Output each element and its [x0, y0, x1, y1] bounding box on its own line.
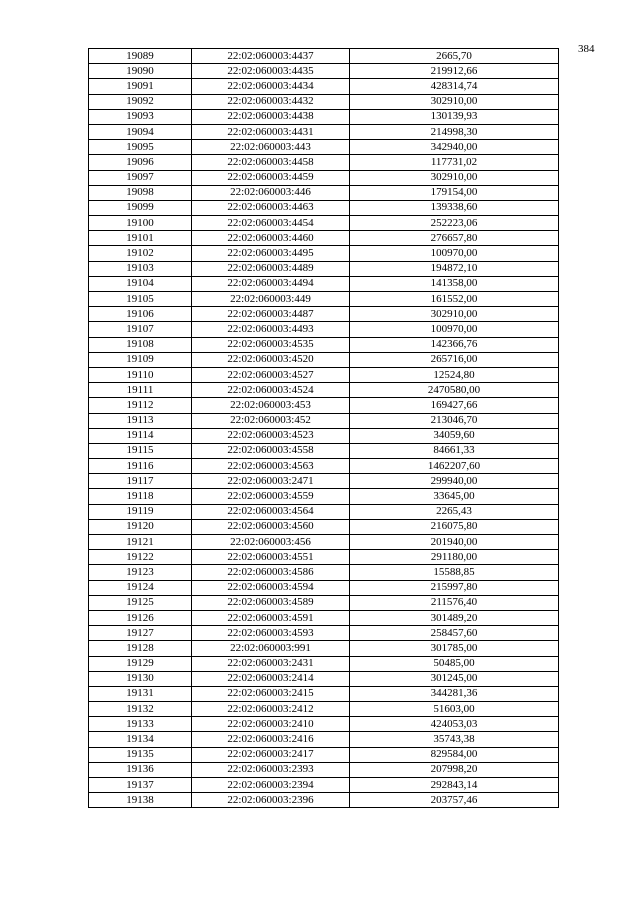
table-row: [89, 519, 559, 534]
row-number-cell: 19096: [89, 155, 192, 170]
value-cell: 201940,00: [350, 535, 559, 550]
table-row: [89, 261, 559, 276]
cadastral-number-cell: 22:02:060003:449: [192, 292, 350, 307]
value-cell: 2265,43: [350, 504, 559, 519]
row-number-cell: 19093: [89, 109, 192, 124]
row-number-cell: 19097: [89, 170, 192, 185]
cadastral-number-cell: 22:02:060003:2471: [192, 474, 350, 489]
table-row: [89, 398, 559, 413]
table-row: [89, 610, 559, 625]
table-row: [89, 641, 559, 656]
cadastral-number-cell: 22:02:060003:4494: [192, 276, 350, 291]
table-row: [89, 322, 559, 337]
row-number-cell: 19133: [89, 717, 192, 732]
table-row: [89, 747, 559, 762]
value-cell: 342940,00: [350, 140, 559, 155]
row-number-cell: 19095: [89, 140, 192, 155]
value-cell: 214998,30: [350, 124, 559, 139]
value-cell: 179154,00: [350, 185, 559, 200]
value-cell: 100970,00: [350, 246, 559, 261]
value-cell: 139338,60: [350, 200, 559, 215]
cadastral-number-cell: 22:02:060003:4589: [192, 595, 350, 610]
row-number-cell: 19122: [89, 550, 192, 565]
table-row: [89, 337, 559, 352]
table-row: [89, 49, 559, 64]
value-cell: 299940,00: [350, 474, 559, 489]
value-cell: 301785,00: [350, 641, 559, 656]
value-cell: 219912,66: [350, 64, 559, 79]
row-number-cell: 19106: [89, 307, 192, 322]
cadastral-number-cell: 22:02:060003:2415: [192, 686, 350, 701]
cadastral-number-cell: 22:02:060003:4586: [192, 565, 350, 580]
cadastral-number-cell: 22:02:060003:4593: [192, 626, 350, 641]
cadastral-number-cell: 22:02:060003:2394: [192, 778, 350, 793]
table-row: [89, 185, 559, 200]
value-cell: 213046,70: [350, 413, 559, 428]
row-number-cell: 19102: [89, 246, 192, 261]
table-row: [89, 762, 559, 777]
value-cell: 258457,60: [350, 626, 559, 641]
cadastral-number-cell: 22:02:060003:4594: [192, 580, 350, 595]
table-row: [89, 367, 559, 382]
cadastral-number-cell: 22:02:060003:4535: [192, 337, 350, 352]
row-number-cell: 19116: [89, 459, 192, 474]
cadastral-number-cell: 22:02:060003:2417: [192, 747, 350, 762]
row-number-cell: 19092: [89, 94, 192, 109]
cadastral-number-cell: 22:02:060003:4458: [192, 155, 350, 170]
value-cell: 207998,20: [350, 762, 559, 777]
row-number-cell: 19125: [89, 595, 192, 610]
cadastral-number-cell: 22:02:060003:4560: [192, 519, 350, 534]
row-number-cell: 19126: [89, 610, 192, 625]
table-row: [89, 352, 559, 367]
row-number-cell: 19112: [89, 398, 192, 413]
value-cell: 216075,80: [350, 519, 559, 534]
cadastral-number-cell: 22:02:060003:4551: [192, 550, 350, 565]
table-row: [89, 292, 559, 307]
cadastral-number-cell: 22:02:060003:2412: [192, 702, 350, 717]
row-number-cell: 19120: [89, 519, 192, 534]
row-number-cell: 19119: [89, 504, 192, 519]
table-row: [89, 565, 559, 580]
table-row: [89, 732, 559, 747]
cadastral-number-cell: 22:02:060003:4591: [192, 610, 350, 625]
table-row: [89, 671, 559, 686]
cadastral-number-cell: 22:02:060003:452: [192, 413, 350, 428]
table-row: [89, 200, 559, 215]
table-row: [89, 413, 559, 428]
cadastral-number-cell: 22:02:060003:4431: [192, 124, 350, 139]
registry-table: [88, 48, 559, 808]
value-cell: 428314,74: [350, 79, 559, 94]
row-number-cell: 19113: [89, 413, 192, 428]
row-number-cell: 19118: [89, 489, 192, 504]
cadastral-number-cell: 22:02:060003:2414: [192, 671, 350, 686]
cadastral-number-cell: 22:02:060003:446: [192, 185, 350, 200]
value-cell: 51603,00: [350, 702, 559, 717]
cadastral-number-cell: 22:02:060003:4460: [192, 231, 350, 246]
table-row: [89, 79, 559, 94]
cadastral-number-cell: 22:02:060003:4454: [192, 216, 350, 231]
value-cell: 344281,36: [350, 686, 559, 701]
value-cell: 142366,76: [350, 337, 559, 352]
cadastral-number-cell: 22:02:060003:4463: [192, 200, 350, 215]
value-cell: 130139,93: [350, 109, 559, 124]
row-number-cell: 19089: [89, 49, 192, 64]
row-number-cell: 19131: [89, 686, 192, 701]
cadastral-number-cell: 22:02:060003:4523: [192, 428, 350, 443]
row-number-cell: 19110: [89, 367, 192, 382]
cadastral-number-cell: 22:02:060003:2396: [192, 793, 350, 808]
cadastral-number-cell: 22:02:060003:2410: [192, 717, 350, 732]
value-cell: 292843,14: [350, 778, 559, 793]
table-row: [89, 307, 559, 322]
cadastral-number-cell: 22:02:060003:4435: [192, 64, 350, 79]
row-number-cell: 19090: [89, 64, 192, 79]
value-cell: 100970,00: [350, 322, 559, 337]
row-number-cell: 19138: [89, 793, 192, 808]
cadastral-number-cell: 22:02:060003:4459: [192, 170, 350, 185]
row-number-cell: 19132: [89, 702, 192, 717]
row-number-cell: 19134: [89, 732, 192, 747]
cadastral-number-cell: 22:02:060003:4563: [192, 459, 350, 474]
value-cell: 252223,06: [350, 216, 559, 231]
cadastral-number-cell: 22:02:060003:4493: [192, 322, 350, 337]
value-cell: 161552,00: [350, 292, 559, 307]
table-row: [89, 550, 559, 565]
table-row: [89, 155, 559, 170]
table-row: [89, 793, 559, 808]
row-number-cell: 19109: [89, 352, 192, 367]
table-row: [89, 474, 559, 489]
row-number-cell: 19108: [89, 337, 192, 352]
value-cell: 203757,46: [350, 793, 559, 808]
cadastral-number-cell: 22:02:060003:4527: [192, 367, 350, 382]
cadastral-number-cell: 22:02:060003:4432: [192, 94, 350, 109]
value-cell: 424053,03: [350, 717, 559, 732]
table-row: [89, 94, 559, 109]
value-cell: 302910,00: [350, 170, 559, 185]
row-number-cell: 19137: [89, 778, 192, 793]
row-number-cell: 19117: [89, 474, 192, 489]
cadastral-number-cell: 22:02:060003:4558: [192, 443, 350, 458]
row-number-cell: 19103: [89, 261, 192, 276]
row-number-cell: 19114: [89, 428, 192, 443]
value-cell: 34059,60: [350, 428, 559, 443]
value-cell: 302910,00: [350, 307, 559, 322]
cadastral-number-cell: 22:02:060003:4495: [192, 246, 350, 261]
table-row: [89, 504, 559, 519]
row-number-cell: 19124: [89, 580, 192, 595]
page-number: 384: [578, 43, 595, 55]
table-row: [89, 124, 559, 139]
table-row: [89, 626, 559, 641]
row-number-cell: 19121: [89, 535, 192, 550]
value-cell: 169427,66: [350, 398, 559, 413]
value-cell: 291180,00: [350, 550, 559, 565]
cadastral-number-cell: 22:02:060003:456: [192, 535, 350, 550]
table-row: [89, 170, 559, 185]
cadastral-number-cell: 22:02:060003:4487: [192, 307, 350, 322]
row-number-cell: 19105: [89, 292, 192, 307]
value-cell: 12524,80: [350, 367, 559, 382]
row-number-cell: 19111: [89, 383, 192, 398]
row-number-cell: 19127: [89, 626, 192, 641]
value-cell: 265716,00: [350, 352, 559, 367]
registry-table-body: [89, 49, 559, 808]
table-row: [89, 428, 559, 443]
row-number-cell: 19129: [89, 656, 192, 671]
table-row: [89, 489, 559, 504]
value-cell: 194872,10: [350, 261, 559, 276]
row-number-cell: 19100: [89, 216, 192, 231]
value-cell: 50485,00: [350, 656, 559, 671]
row-number-cell: 19136: [89, 762, 192, 777]
value-cell: 829584,00: [350, 747, 559, 762]
row-number-cell: 19099: [89, 200, 192, 215]
row-number-cell: 19098: [89, 185, 192, 200]
row-number-cell: 19101: [89, 231, 192, 246]
table-row: [89, 702, 559, 717]
table-row: [89, 216, 559, 231]
table-row: [89, 383, 559, 398]
table-row: [89, 109, 559, 124]
value-cell: 1462207,60: [350, 459, 559, 474]
row-number-cell: 19130: [89, 671, 192, 686]
value-cell: 301245,00: [350, 671, 559, 686]
value-cell: 141358,00: [350, 276, 559, 291]
value-cell: 211576,40: [350, 595, 559, 610]
cadastral-number-cell: 22:02:060003:4438: [192, 109, 350, 124]
table-row: [89, 656, 559, 671]
table-row: [89, 246, 559, 261]
row-number-cell: 19123: [89, 565, 192, 580]
table-row: [89, 595, 559, 610]
value-cell: 276657,80: [350, 231, 559, 246]
cadastral-number-cell: 22:02:060003:4434: [192, 79, 350, 94]
cadastral-number-cell: 22:02:060003:2393: [192, 762, 350, 777]
row-number-cell: 19094: [89, 124, 192, 139]
table-row: [89, 459, 559, 474]
row-number-cell: 19135: [89, 747, 192, 762]
row-number-cell: 19107: [89, 322, 192, 337]
table-row: [89, 64, 559, 79]
table-row: [89, 778, 559, 793]
value-cell: 301489,20: [350, 610, 559, 625]
cadastral-number-cell: 22:02:060003:443: [192, 140, 350, 155]
table-row: [89, 231, 559, 246]
value-cell: 117731,02: [350, 155, 559, 170]
table-row: [89, 686, 559, 701]
cadastral-number-cell: 22:02:060003:4437: [192, 49, 350, 64]
value-cell: 15588,85: [350, 565, 559, 580]
value-cell: 215997,80: [350, 580, 559, 595]
table-row: [89, 717, 559, 732]
table-row: [89, 443, 559, 458]
value-cell: 2665,70: [350, 49, 559, 64]
cadastral-number-cell: 22:02:060003:4564: [192, 504, 350, 519]
row-number-cell: 19128: [89, 641, 192, 656]
row-number-cell: 19104: [89, 276, 192, 291]
cadastral-number-cell: 22:02:060003:4520: [192, 352, 350, 367]
cadastral-number-cell: 22:02:060003:4489: [192, 261, 350, 276]
row-number-cell: 19091: [89, 79, 192, 94]
cadastral-number-cell: 22:02:060003:4524: [192, 383, 350, 398]
cadastral-number-cell: 22:02:060003:4559: [192, 489, 350, 504]
table-row: [89, 580, 559, 595]
table-row: [89, 140, 559, 155]
cadastral-number-cell: 22:02:060003:2416: [192, 732, 350, 747]
cadastral-number-cell: 22:02:060003:991: [192, 641, 350, 656]
table-row: [89, 535, 559, 550]
table-row: [89, 276, 559, 291]
cadastral-number-cell: 22:02:060003:453: [192, 398, 350, 413]
value-cell: 84661,33: [350, 443, 559, 458]
cadastral-number-cell: 22:02:060003:2431: [192, 656, 350, 671]
value-cell: 302910,00: [350, 94, 559, 109]
value-cell: 2470580,00: [350, 383, 559, 398]
value-cell: 33645,00: [350, 489, 559, 504]
value-cell: 35743,38: [350, 732, 559, 747]
row-number-cell: 19115: [89, 443, 192, 458]
